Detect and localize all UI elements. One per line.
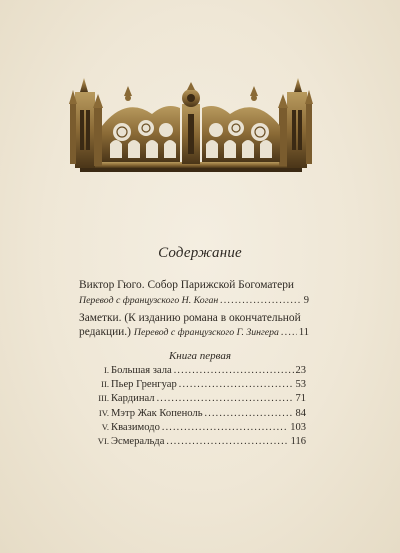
dot-leader [174,365,294,376]
dot-leader [166,436,288,447]
dot-leader [157,393,294,404]
chapter-row [79,393,306,407]
dot-leader [281,326,297,340]
toc-entry-notes-title [79,311,309,325]
gothic-ornament [66,74,316,184]
page-number: 84 [295,407,306,419]
translator-credit: Перевод с французского Н. Коган [79,295,219,306]
entry-title-continued: редакции.) [79,326,131,338]
dot-leader [205,408,294,419]
chapter-row [79,408,306,422]
chapter-title: Эсмеральда [111,435,165,447]
page-number: 53 [295,379,306,391]
page-number: 71 [295,393,306,405]
page-number: 23 [295,365,306,376]
chapter-number: III. [98,393,109,404]
toc-entry-translator-line [79,294,309,308]
chapter-title: Мэтр Жак Копеноль [111,407,203,419]
chapter-number: I. [103,365,109,375]
chapter-title: Пьер Гренгуар [111,379,177,391]
entry-title: Виктор Гюго. Собор Парижской Богоматери [79,279,294,291]
chapter-number: IV. [98,407,109,418]
chapter-number: II. [101,379,109,390]
toc-title: Содержание [158,245,242,261]
chapter-row [79,436,306,450]
toc-entry-notes-line2 [79,325,309,340]
page-number: 11 [298,327,309,338]
page-number: 103 [290,421,306,433]
page-number: 116 [290,435,306,447]
dot-leader [162,422,288,433]
chapter-title: Большая зала [111,365,172,376]
chapter-row [79,365,306,379]
chapter-title: Квазимодо [111,421,160,433]
chapter-number: VI. [97,435,109,446]
toc-entry-main-title [79,278,309,292]
translator-credit: Перевод с французского Г. Зингера [133,327,279,338]
dot-leader [179,379,294,390]
chapter-title: Кардинал [111,393,155,405]
chapter-list [79,365,306,450]
dot-leader [220,294,301,308]
entry-title: Заметки. (К изданию романа в окончательной [79,312,301,324]
chapter-number: V. [101,421,109,432]
chapter-row [79,379,306,393]
chapter-row [79,422,306,436]
book-heading: Книга первая [169,350,231,362]
page-number: 9 [303,295,309,306]
